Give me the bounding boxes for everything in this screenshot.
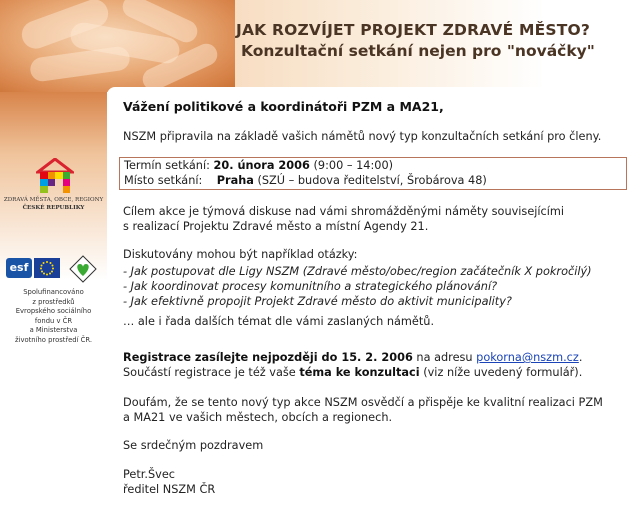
hope-line-1: Doufám, že se tento nový typ akce NSZM osvědčí a přispěje ke kvalitní realizaci PZM bbox=[123, 396, 603, 409]
event-place-row bbox=[124, 173, 487, 189]
consultation-topic: téma ke konzultaci bbox=[299, 366, 420, 379]
date-value: 20. února 2006 bbox=[213, 159, 310, 172]
place-label: Místo setkání: bbox=[124, 174, 203, 187]
signature-title: ředitel NSZM ČR bbox=[123, 483, 216, 496]
eu-flag-icon bbox=[34, 258, 60, 278]
hope-line-2: a MA21 ve vašich městech, obcích a regionech. bbox=[123, 411, 393, 424]
ministry-heart-logo-icon bbox=[68, 254, 98, 284]
time-value: (9:00 – 14:00) bbox=[313, 159, 394, 172]
more-topics: … ale i řada dalších témat dle vámi zaslaných námětů. bbox=[123, 315, 435, 328]
closing: Se srdečným pozdravem bbox=[123, 439, 264, 452]
registration-deadline: Registrace zasílejte nejpozději do 15. 2. 2006 bbox=[123, 351, 413, 364]
place-value: Praha bbox=[216, 174, 254, 187]
aim-line-1: Cílem akce je týmová diskuse nad vámi shromážděnými náměty souvisejícími bbox=[123, 205, 565, 218]
registration-topic-line: Součástí registrace je též vaše téma ke konzultaci (viz níže uvedený formulář). bbox=[123, 366, 583, 379]
letter-body bbox=[107, 87, 641, 509]
logo-caption: ZDRAVÁ MĚSTA, OBCE, REGIONY ČESKÉ REPUBLIKY bbox=[3, 197, 104, 211]
healthy-cities-logo-icon bbox=[36, 158, 74, 194]
esf-logo: esf bbox=[6, 258, 32, 278]
registration-line: Registrace zasílejte nejpozději do 15. 2. 2006 na adresu pokorna@nszm.cz. bbox=[123, 351, 583, 364]
aim-line-2: s realizací Projektu Zdravé město a místní Agendy 21. bbox=[123, 220, 429, 233]
question-item: - Jak postupovat dle Ligy NSZM (Zdravé město/obec/region začátečník X pokročilý) bbox=[123, 265, 592, 278]
funding-note: Spolufinancováno z prostředků Evropského sociálního fondu v ČR a Ministerstva životního prostředí ČR. bbox=[14, 288, 93, 344]
page-subtitle: Konzultační setkání nejen pro "nováčky" bbox=[241, 42, 595, 60]
registration-email-link[interactable]: pokorna@nszm.cz bbox=[476, 351, 579, 364]
event-date-row bbox=[124, 158, 393, 174]
header-banner bbox=[0, 0, 641, 92]
event-info-box bbox=[119, 157, 627, 190]
place-detail: (SZÚ – budova ředitelství, Šrobárova 48) bbox=[257, 174, 487, 187]
question-item: - Jak efektivně propojit Projekt Zdravé město do aktivit municipality? bbox=[123, 295, 512, 308]
questions-intro: Diskutovány mohou být například otázky: bbox=[123, 248, 358, 261]
date-label: Termín setkání: bbox=[124, 159, 210, 172]
hands-photo bbox=[0, 0, 235, 92]
greeting: Vážení politikové a koordinátoři PZM a MA21, bbox=[123, 99, 444, 114]
question-item: - Jak koordinovat procesy komunitního a strategického plánování? bbox=[123, 280, 498, 293]
sidebar bbox=[0, 92, 107, 509]
signature-name: Petr.Švec bbox=[123, 468, 176, 481]
page-title: JAK ROZVÍJET PROJEKT ZDRAVÉ MĚSTO? bbox=[236, 21, 591, 39]
intro-text: NSZM připravila na základě vašich námětů nový typ konzultačních setkání pro členy. bbox=[123, 130, 602, 143]
